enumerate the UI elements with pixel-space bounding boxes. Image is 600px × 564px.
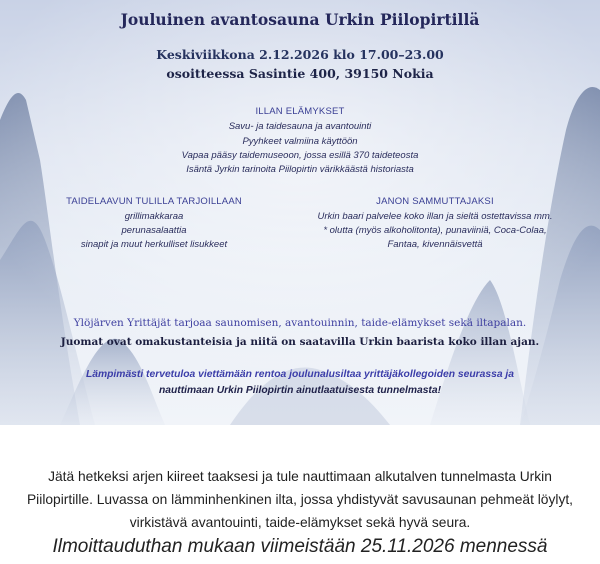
drinks-item: Urkin baari palvelee koko illan ja sieltä ostettavissa mm. bbox=[317, 211, 553, 222]
drinks-item: Fantaa, kivennäisvettä bbox=[387, 239, 483, 250]
evening-item: Pyyhkeet valmiina käyttöön bbox=[242, 136, 358, 147]
evening-item: Isäntä Jyrkin tarinoita Piilopirtin värikkäästä historiasta bbox=[186, 164, 414, 175]
registration-deadline: Ilmoittauduthan mukaan viimeistään 25.11.2026 mennessä bbox=[52, 536, 548, 557]
food-item: perunasalaattia bbox=[121, 225, 187, 236]
event-date: Keskiviikkona 2.12.2026 klo 17.00–23.00 bbox=[156, 47, 444, 62]
evening-item: Savu- ja taidesauna ja avantouinti bbox=[228, 121, 372, 132]
drinks-heading: JANON SAMMUTTAJAKSI bbox=[376, 196, 494, 207]
food-heading: TAIDELAAVUN TULILLA TARJOILLAAN bbox=[66, 196, 242, 207]
drinks-item: * olutta (myös alkoholitonta), punaviiniä, Coca-Colaa, bbox=[323, 225, 547, 236]
food-item: sinapit ja muut herkulliset lisukkeet bbox=[80, 239, 228, 250]
event-address: osoitteessa Sasintie 400, 39150 Nokia bbox=[166, 66, 434, 81]
event-description: Jätä hetkeksi arjen kiireet taaksesi ja tule nauttimaan alkutalven tunnelmasta Urkin Piilopirtille. Luvassa on lämminhenkinen ilta, jossa yhdistyvät savusaunan pehmeät löylyt, virkistävä avantouinti, taide-elämykset sekä hyvä seura. bbox=[26, 469, 574, 530]
evening-heading: ILLAN ELÄMYKSET bbox=[255, 106, 345, 117]
welcome-line-2: nauttimaan Urkin Piilopirtin ainutlaatuisesta tunnelmasta! bbox=[158, 385, 442, 396]
event-title: Jouluinen avantosauna Urkin Piilopirtillä bbox=[120, 10, 480, 29]
offer-line-drinks: Juomat ovat omakustanteisia ja niitä on saatavilla Urkin baarista koko illan ajan. bbox=[60, 336, 540, 348]
welcome-line: Lämpimästi tervetuloa viettämään rentoa joulunalusiltaa yrittäjäkollegoiden seurassa ja bbox=[85, 369, 515, 380]
food-item: grillimakkaraa bbox=[124, 211, 184, 222]
evening-item: Vapaa pääsy taidemuseoon, jossa esillä 370 taideteosta bbox=[181, 150, 419, 161]
offer-line: Ylöjärven Yrittäjät tarjoaa saunomisen, avantouinnin, taide-elämykset sekä iltapalan. bbox=[73, 317, 527, 329]
